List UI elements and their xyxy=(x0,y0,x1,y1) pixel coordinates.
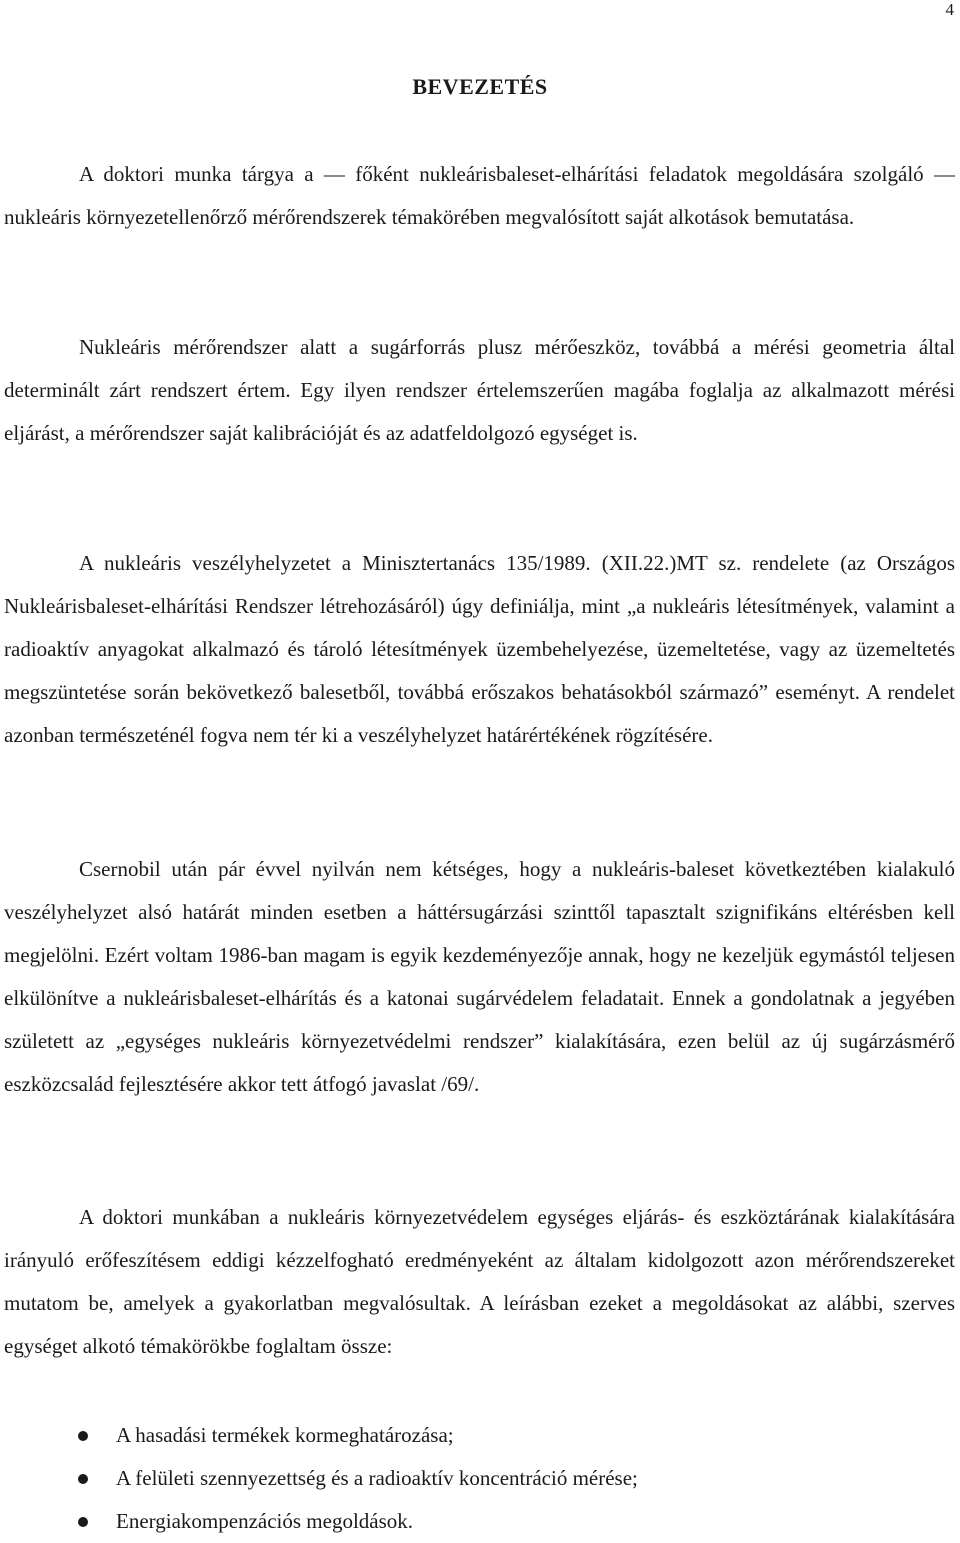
list-item-text: A hasadási termékek kormeghatározása; xyxy=(116,1423,454,1447)
paragraph-doctoral-work: A doktori munkában a nukleáris környezetvédelem egységes eljárás- és eszköztárának kialakítására irányuló erőfeszítésem eddigi kézzelfogható eredményeként az általam kidolgozott azon mérőrendszereket mutatom be, amelyek a gyakorlatban megvalósultak. A leírásban ezeket a megoldásokat az alábbi, szerves egységet alkotó témakörökbe foglaltam össze: xyxy=(4,1205,955,1358)
bullet-icon xyxy=(78,1474,88,1484)
list-item xyxy=(0,1457,638,1500)
page-number: 4 xyxy=(945,0,954,19)
list-item-text: A felületi szennyezettség és a radioaktív koncentráció mérése; xyxy=(116,1466,638,1490)
list-item xyxy=(0,1414,638,1457)
list-item xyxy=(0,1500,638,1543)
topic-list xyxy=(0,1414,638,1543)
paragraph-intro: A doktori munka tárgya a — főként nukleárisbaleset-elhárítási feladatok megoldására szolgáló — nukleáris környezetellenőrző mérőrendszerek témakörében megvalósított saját alkotások bemutatása. xyxy=(4,162,955,229)
list-item-text: Energiakompenzációs megoldások. xyxy=(116,1509,414,1533)
bullet-icon xyxy=(78,1431,88,1441)
paragraph-measurement-system: Nukleáris mérőrendszer alatt a sugárforrás plusz mérőeszköz, továbbá a mérési geometria által determinált zárt rendszert értem. Egy ilyen rendszer értelemszerűen magába foglalja az alkalmazott mérési eljárást, a mérőrendszer saját kalibrációját és az adatfeldolgozó egységet is. xyxy=(4,335,955,445)
bullet-icon xyxy=(78,1517,88,1527)
page-title: BEVEZETÉS xyxy=(412,74,548,99)
paragraph-chernobyl: Csernobil után pár évvel nyilván nem kétséges, hogy a nukleáris-baleset következtében kialakuló veszélyhelyzet alsó határát minden esetben a háttérsugárzási szinttől tapasztalt szignifikáns eltérésben kell megjelölni. Ezért voltam 1986-ban magam is egyik kezdeményezője annak, hogy ne kezeljük egymástól teljesen elkülönítve a nukleárisbaleset-elhárítás és a katonai sugárvédelem feladatait. Ennek a gondolatnak a jegyében született az „egységes nukleáris környezetvédelmi rendszer” kialakítására, ezen belül az új sugárzásmérő eszközcsalád fejlesztésére akkor tett átfogó javaslat /69/. xyxy=(4,857,955,1096)
paragraph-emergency-definition: A nukleáris veszélyhelyzetet a Minisztertanács 135/1989. (XII.22.)MT sz. rendelete (az Országos Nukleárisbaleset-elhárítási Rendszer létrehozásáról) úgy definiálja, mint „a nukleáris létesítmények, valamint a radioaktív anyagokat alkalmazó és tároló létesítmények üzembehelyezése, üzemeltetése, vagy az üzemeltetés megszüntetése során bekövetkező balesetből, továbbá erőszakos behatásokból származó” eseményt. A rendelet azonban természeténél fogva nem tér ki a veszélyhelyzet határértékének rögzítésére. xyxy=(4,551,955,747)
